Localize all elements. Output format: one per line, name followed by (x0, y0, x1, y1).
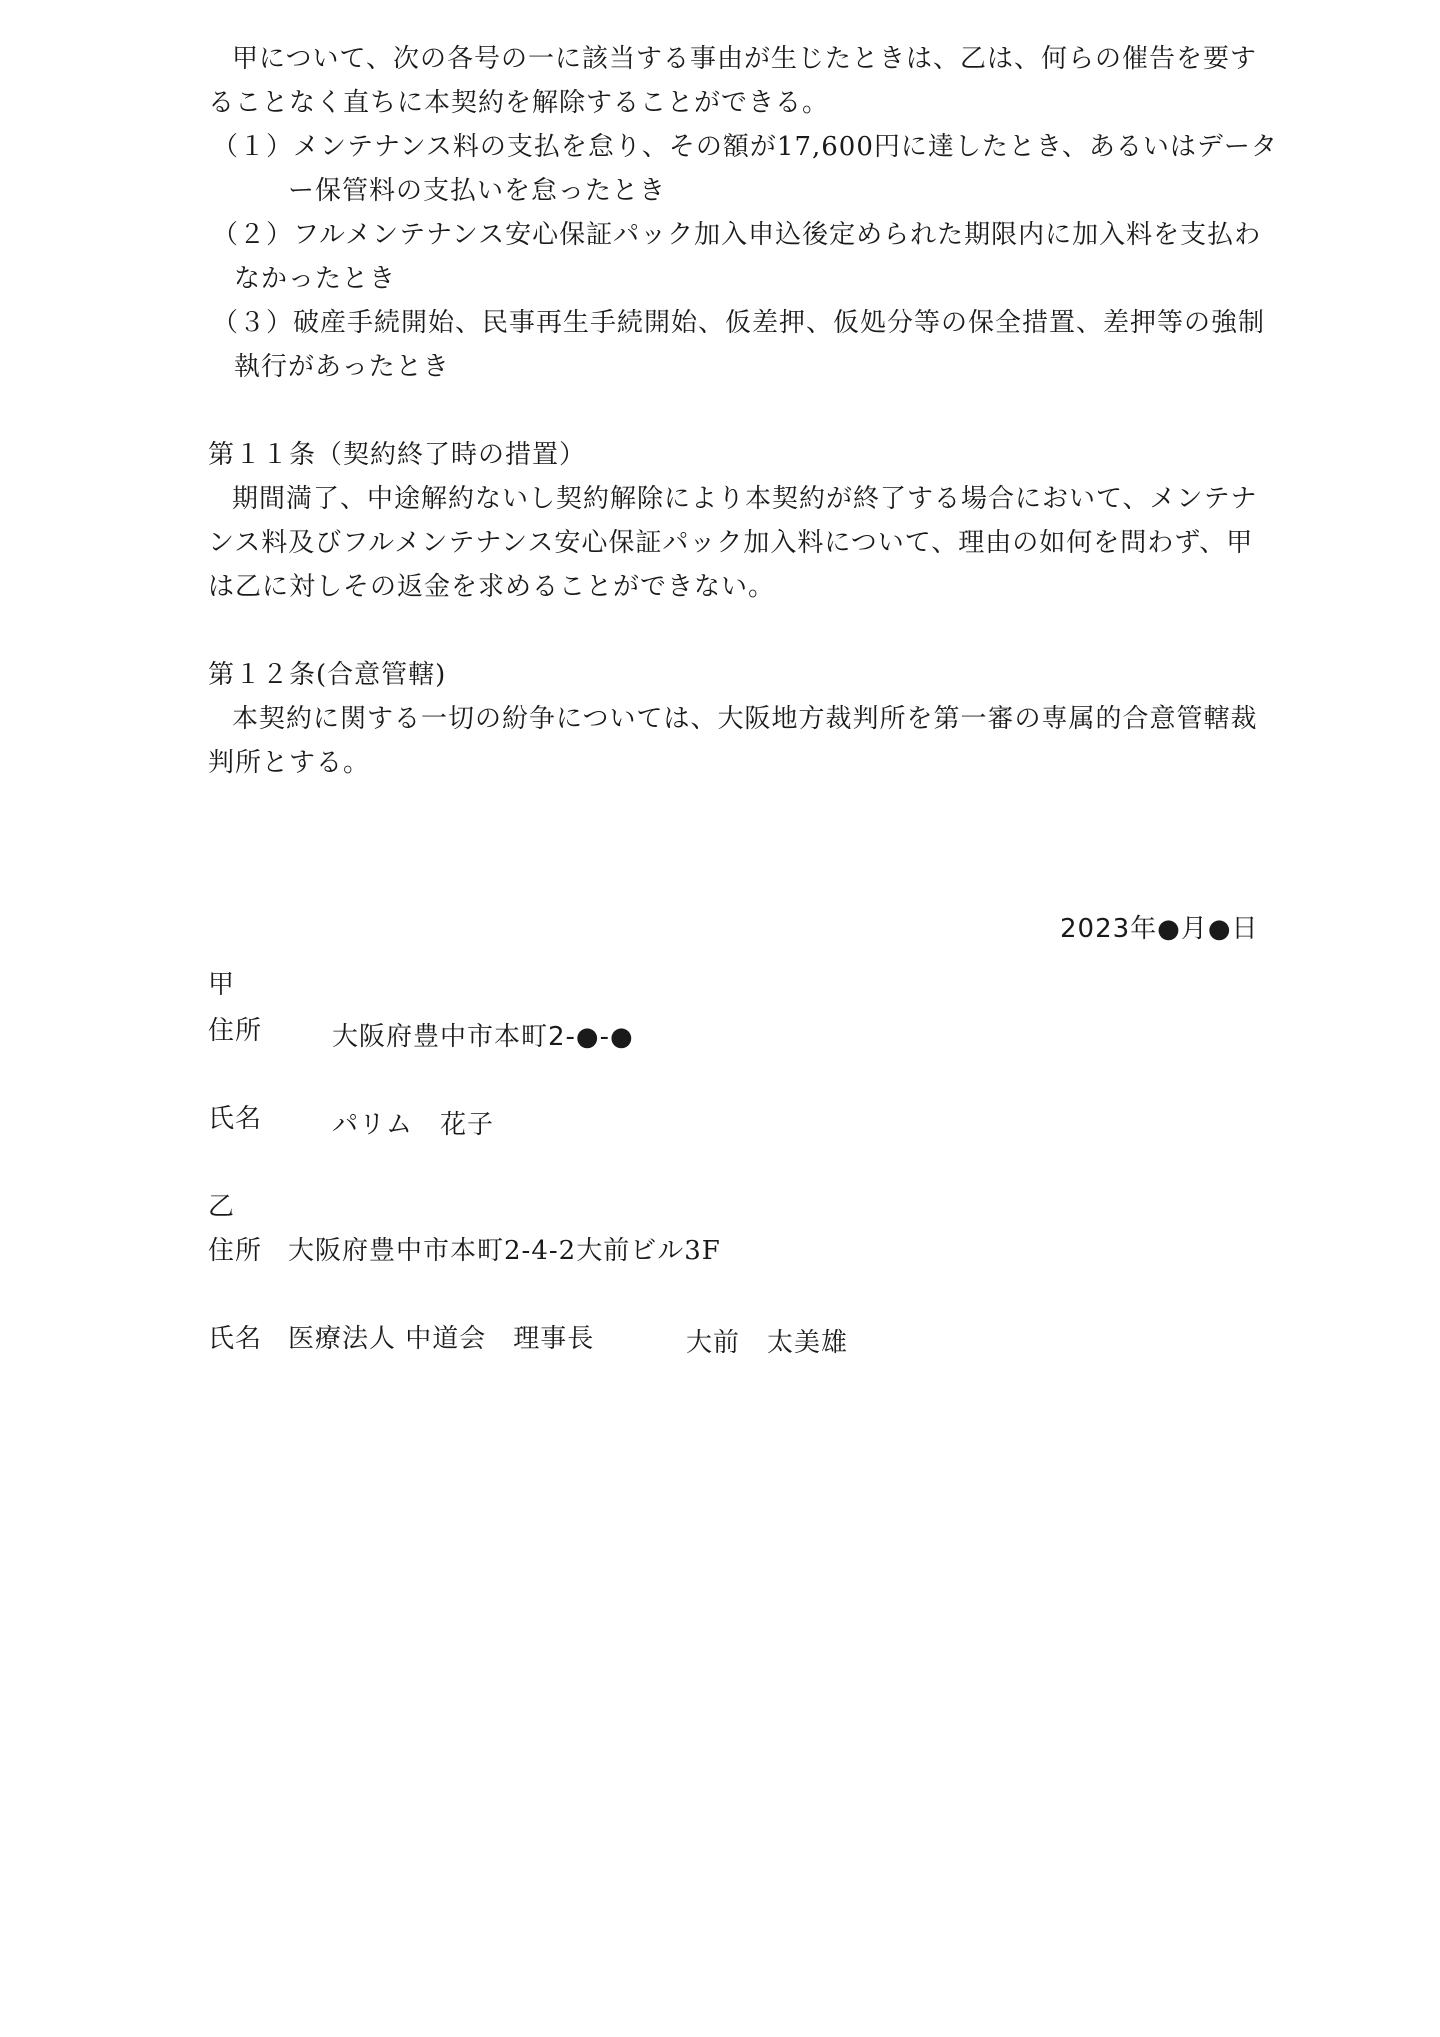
termination-item3-line1: （３）破産手続開始、民事再生手続開始、仮差押、仮処分等の保全措置、差押等の強制 (212, 308, 1266, 338)
termination-item1-line2: ー保管料の支払いを怠ったとき (288, 176, 667, 206)
party-a-name: パリム 花子 (332, 1110, 495, 1140)
termination-item3-line2: 執行があったとき (234, 352, 450, 382)
party-a-name-label: 氏名 (208, 1104, 263, 1134)
party-b-name: 大前 太美雄 (686, 1328, 849, 1358)
party-a-address-label: 住所 (208, 1016, 263, 1046)
termination-item2-line2: なかったとき (234, 264, 397, 294)
article12-heading: 第１２条(合意管轄) (208, 660, 447, 690)
article11-heading: 第１１条（契約終了時の措置） (208, 440, 587, 470)
party-b-label: 乙 (208, 1192, 236, 1222)
termination-item1-line1: （１）メンテナンス料の支払を怠り、その額が17,600円に達したとき、あるいはデータ (212, 132, 1278, 162)
article12-line1: 本契約に関する一切の紛争については、大阪地方裁判所を第一審の専属的合意管轄裁 (232, 704, 1258, 734)
article11-line2: ンス料及びフルメンテナンス安心保証パック加入料について、理由の如何を問わず、甲 (208, 528, 1254, 558)
termination-item2-line1: （２）フルメンテナンス安心保証パック加入申込後定められた期限内に加入料を支払わ (212, 220, 1262, 250)
termination-intro-line1: 甲について、次の各号の一に該当する事由が生じたときは、乙は、何らの催告を要す (232, 44, 1257, 74)
contract-date: 2023年●月●日 (1060, 914, 1259, 944)
party-b-org: 医療法人 中道会 理事長 (288, 1324, 595, 1354)
article11-line1: 期間満了、中途解約ないし契約解除により本契約が終了する場合において、メンテナ (232, 484, 1258, 514)
termination-intro-line2: ることなく直ちに本契約を解除することができる。 (208, 88, 830, 118)
party-b-name-label: 氏名 (208, 1324, 263, 1354)
article11-line3: は乙に対しその返金を求めることができない。 (208, 572, 776, 602)
party-b-address-label: 住所 (208, 1236, 263, 1266)
party-a-label: 甲 (208, 970, 236, 1000)
party-a-address: 大阪府豊中市本町2-●-● (332, 1022, 634, 1052)
article12-line2: 判所とする。 (208, 748, 371, 778)
party-b-address: 大阪府豊中市本町2-4-2大前ビル3F (288, 1236, 721, 1266)
